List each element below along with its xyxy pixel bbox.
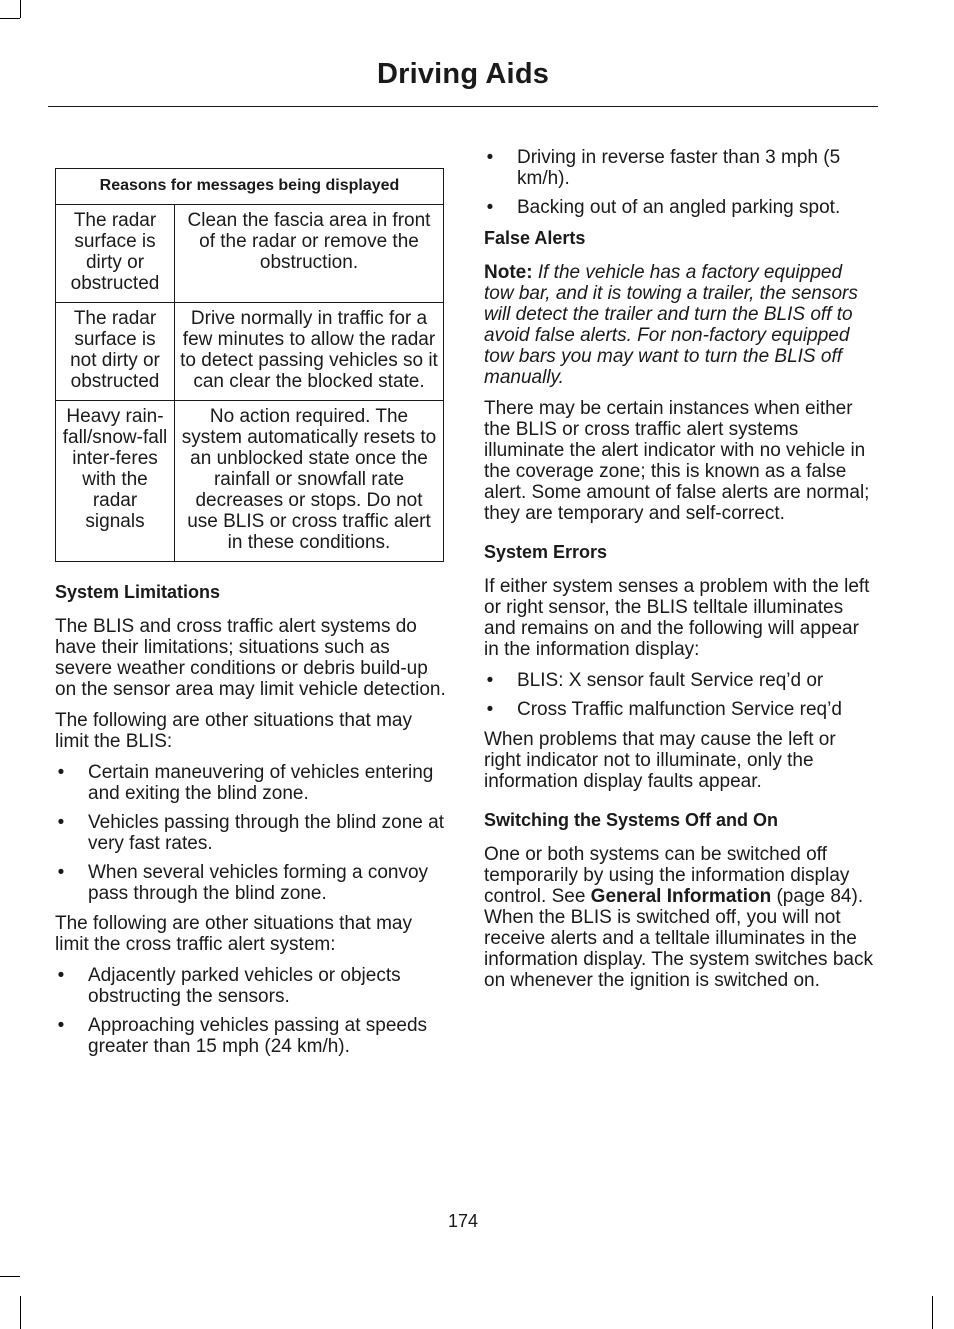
bullet-icon: • — [57, 1015, 65, 1036]
list-item — [484, 147, 876, 189]
table-cell-cause: The radar surface is not dirty or obstructed — [56, 303, 175, 401]
list-item — [484, 197, 876, 218]
bullet-icon: • — [486, 147, 494, 168]
header-rule — [48, 106, 878, 107]
bullet-icon: • — [57, 862, 65, 883]
left-column — [55, 168, 447, 1066]
bullet-list — [484, 147, 876, 218]
crop-mark — [20, 0, 21, 18]
note-label: Note: — [484, 262, 533, 283]
section-heading-false-alerts: False Alerts — [484, 228, 586, 248]
bullet-icon: • — [486, 670, 494, 691]
section-heading-system-limitations: System Limitations — [55, 582, 221, 602]
list-item-text: Vehicles passing through the blind zone at very fast rates. — [88, 812, 444, 854]
list-item-text: Adjacently parked vehicles or objects obstructing the sensors. — [88, 965, 401, 1007]
note-paragraph — [484, 262, 876, 388]
messages-table — [55, 168, 444, 562]
bullet-icon: • — [57, 965, 65, 986]
list-item-text: Driving in reverse faster than 3 mph (5 km/h). — [517, 147, 841, 189]
right-column — [484, 147, 876, 1001]
paragraph — [484, 844, 876, 991]
list-item — [55, 1015, 447, 1057]
list-item — [484, 699, 876, 720]
list-item-text: Cross Traffic malfunction Service req’d — [517, 699, 842, 720]
table-cell-action: No action required. The system automatically resets to an unblocked state once the rainfall or snowfall rate decreases or stops. Do not use BLIS or cross traffic alert in these conditions. — [175, 401, 444, 562]
paragraph-text: One or both systems can be switched off temporarily by using the information display control. See — [484, 844, 850, 907]
bullet-icon: • — [57, 812, 65, 833]
note-text: If the vehicle has a factory equipped tow bar, and it is towing a trailer, the sensors will detect the trailer and turn the BLIS off to avoid false alerts. For non-factory equipped tow bars you may want to turn the BLIS off manually. — [484, 262, 858, 388]
list-item — [484, 670, 876, 691]
table-row — [56, 401, 444, 562]
paragraph: The BLIS and cross traffic alert systems do have their limitations; situations such as severe weather conditions or debris build-up on the sensor area may limit vehicle detection. — [55, 616, 446, 700]
paragraph: If either system senses a problem with the left or right sensor, the BLIS telltale illuminates and remains on and the following will appear in the information display: — [484, 576, 870, 660]
bullet-icon: • — [57, 762, 65, 783]
table-cell-cause: The radar surface is dirty or obstructed — [56, 205, 175, 303]
bullet-list — [484, 670, 876, 720]
table-row — [56, 303, 444, 401]
crop-mark — [0, 18, 20, 19]
cross-reference-link[interactable]: General Information — [590, 886, 772, 907]
list-item-text: Backing out of an angled parking spot. — [517, 197, 841, 218]
list-item-text: When several vehicles forming a convoy pass through the blind zone. — [88, 862, 429, 904]
list-item — [55, 762, 447, 804]
list-item — [55, 862, 447, 904]
bullet-list — [55, 965, 447, 1057]
crop-mark — [20, 1296, 21, 1329]
table-cell-action: Clean the fascia area in front of the radar or remove the obstruction. — [175, 205, 444, 303]
table-cell-cause: Heavy rain-fall/snow-fall inter-feres with the radar signals — [56, 401, 175, 562]
section-heading-system-errors: System Errors — [484, 542, 608, 562]
list-item-text: Approaching vehicles passing at speeds greater than 15 mph (24 km/h). — [88, 1015, 428, 1057]
list-item — [55, 965, 447, 1007]
list-item — [55, 812, 447, 854]
table-heading: Reasons for messages being displayed — [56, 169, 444, 205]
bullet-icon: • — [486, 197, 494, 218]
page-title: Driving Aids — [376, 58, 550, 90]
list-item-text: Certain maneuvering of vehicles entering and exiting the blind zone. — [88, 762, 434, 804]
table-cell-action: Drive normally in traffic for a few minutes to allow the radar to detect passing vehicles so it can clear the blocked state. — [175, 303, 444, 401]
crop-mark — [0, 1276, 20, 1277]
page-number: 174 — [447, 1211, 479, 1231]
bullet-icon: • — [486, 699, 494, 720]
paragraph: The following are other situations that may limit the cross traffic alert system: — [55, 913, 412, 955]
paragraph: There may be certain instances when either the BLIS or cross traffic alert systems illuminate the alert indicator with no vehicle in the coverage zone; this is known as a false alert. Some amount of false alerts are normal; they are temporary and self-correct. — [484, 398, 870, 524]
table-header-row — [56, 169, 444, 205]
bullet-list — [55, 762, 447, 904]
paragraph: The following are other situations that may limit the BLIS: — [55, 710, 412, 752]
paragraph-text: (page 84). When the BLIS is switched off, you will not receive alerts and a telltale illuminates in the information display. The system switches back on whenever the ignition is switched on. — [484, 886, 873, 991]
crop-mark — [932, 1296, 933, 1329]
section-heading-switching: Switching the Systems Off and On — [484, 810, 779, 830]
list-item-text: BLIS: X sensor fault Service req’d or — [517, 670, 824, 691]
paragraph: When problems that may cause the left or right indicator not to illuminate, only the information display faults appear. — [484, 729, 836, 792]
table-row — [56, 205, 444, 303]
